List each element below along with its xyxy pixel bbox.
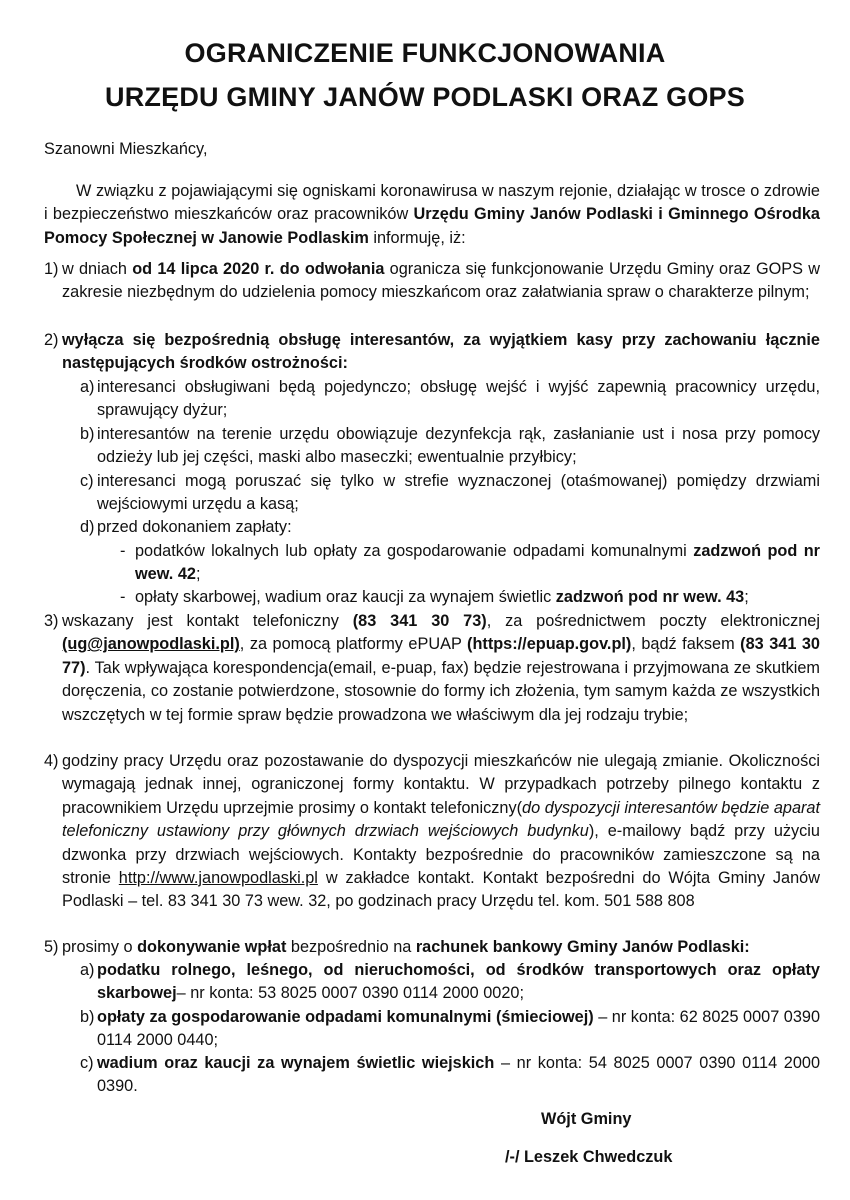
signature-role: Wójt Gminy: [541, 1110, 632, 1128]
point-5c-number: c): [80, 1054, 94, 1072]
point-5a-account: – nr konta: 53 8025 0007 0390 0114 2000 0020;: [176, 984, 524, 1003]
point-3: [62, 610, 820, 727]
intro-text-end: informuję, iż:: [368, 228, 466, 247]
point-4: [62, 750, 820, 914]
point-2-text: wyłącza się bezpośrednią obsługę interesantów, za wyjątkiem kasy przy zachowaniu łącznie następujących środków ostrożności:: [62, 331, 820, 373]
greeting: Szanowni Mieszkańcy,: [44, 140, 208, 158]
point-2b-text: interesantów na terenie urzędu obowiązuje dezynfekcja rąk, zasłanianie ust i nosa przy pomocy odzieży lub jej części, maski albo maseczki; ewentualnie przyłbicy;: [97, 425, 820, 467]
point-3-number: 3): [44, 612, 59, 630]
point-2: [62, 329, 820, 376]
dash-2-marker: -: [120, 588, 126, 606]
intro-text: W związku z pojawiającymi się ogniskami koronawirusa w naszym rejonie, działając w trosce o zdrowie i bezpieczeństwo mieszkańców oraz pracowników: [44, 182, 820, 224]
dash-1-marker: -: [120, 542, 126, 560]
email-address: [62, 635, 240, 653]
point-2c-number: c): [80, 472, 94, 490]
signature-name: /-/ Leszek Chwedczuk: [505, 1148, 673, 1166]
point-5: [62, 936, 820, 959]
point-2d-text: przed dokonaniem zapłaty:: [97, 518, 292, 536]
point-5-bold-1: dokonywanie wpłat: [137, 938, 287, 956]
document-title-line-2: URZĘDU GMINY JANÓW PODLASKI ORAZ GOPS: [105, 82, 745, 112]
dash-2: [135, 586, 820, 609]
point-3-text: wskazany jest kontakt telefoniczny: [62, 612, 353, 630]
point-1-number: 1): [44, 260, 59, 278]
point-5c: [97, 1052, 820, 1099]
dash-1-text: podatków lokalnych lub opłaty za gospodarowanie odpadami komunalnymi: [135, 542, 694, 560]
point-1-text-end: ogranicza się funkcjonowanie Urzędu Gminy oraz GOPS w zakresie niezbędnym do udzielenia pomocy mieszkańcom oraz załatwiania spraw o charakterze pilnym;: [62, 260, 820, 302]
dash-2-phone: zadzwoń pod nr wew. 43: [555, 588, 745, 606]
point-5b: [97, 1006, 820, 1053]
point-5-number: 5): [44, 938, 59, 956]
point-2d-number: d): [80, 518, 95, 536]
point-1-text: w dniach: [62, 260, 133, 278]
dash-2-end: ;: [744, 588, 749, 606]
fax-number: (83 341 30 77): [62, 635, 820, 677]
point-5c-account: – nr konta: 54 8025 0007 0390 0114 2000 0390.: [97, 1054, 821, 1096]
point-5-text: prosimy o: [62, 938, 138, 956]
point-4-number: 4): [44, 752, 59, 770]
dash-1-end: ;: [195, 565, 201, 584]
point-2a-number: a): [80, 378, 95, 396]
point-5c-bold: wadium oraz kaucji za wynajem świetlic wiejskich: [97, 1054, 495, 1072]
epuap-address: (https://epuap.gov.pl): [467, 635, 632, 654]
intro-institution: Urzędu Gminy Janów Podlaski i Gminnego Ośrodka Pomocy Społecznej w Janowie Podlaskim: [44, 205, 820, 247]
dash-1: [135, 540, 820, 587]
point-1-date: od 14 lipca 2020 r. do odwołania: [132, 260, 385, 278]
point-4-text: godziny pracy Urzędu oraz pozostawanie do dyspozycji mieszkańców nie ulegają zmianie. Okoliczności wymagają jednak innej, ograniczonej formy kontaktu. W przypadkach potrzeby pilnego kontaktu z pracownikiem Urzędu uprzejmie prosimy o kontakt telefoniczny(: [62, 752, 820, 817]
phone-number: (83 341 30 73): [352, 612, 487, 630]
point-2-number: 2): [44, 331, 59, 349]
intro-paragraph: [44, 180, 820, 250]
point-1: [62, 258, 820, 305]
point-3-text-2: , za pośrednictwem poczty elektronicznej: [486, 612, 820, 630]
point-3-text-4: , bądź faksem: [631, 635, 741, 654]
website-link[interactable]: http://www.janowpodlaski.pl: [118, 869, 318, 888]
point-5a-number: a): [80, 961, 95, 979]
point-5b-number: b): [80, 1008, 95, 1026]
point-4-text-2: ), e-mailowy bądź przy użyciu dzwonka przy drzwiach wejściowych. Kontakty bezpośrednie do pracowników zamieszczone są na stronie: [62, 822, 820, 888]
point-5a: [97, 959, 820, 1006]
document-title-line-1: OGRANICZENIE FUNKCJONOWANIA: [184, 38, 666, 68]
email-link[interactable]: (ug@janowpodlaski.pl): [62, 635, 240, 654]
point-5b-bold: opłaty za gospodarowanie odpadami komunalnymi (śmieciowej): [97, 1008, 594, 1026]
point-4-italic: do dyspozycji interesantów będzie aparat telefoniczny ustawiony przy głównych drzwiach wejściowych budynku: [62, 798, 820, 841]
point-2a-text: interesanci obsługiwani będą pojedynczo; obsługę wejść i wyjść zapewnią pracownicy urzędu, sprawujący dyżur;: [97, 378, 820, 420]
point-3-text-5: . Tak wpływająca korespondencja(email, e-puap, fax) będzie rejestrowana i przyjmowana ze skutkiem doręczenia, co zostanie potwierdzone, stosownie do formy ich złożenia, tym samym każda ze wszystkich wszczętych w tej formie spraw będzie prowadzona we właściwym dla jej rodzaju trybie;: [62, 658, 820, 724]
point-4-text-3: w zakładce kontakt. Kontakt bezpośredni do Wójta Gminy Janów Podlaski – tel. 83 341 30 73 wew. 32, po godzinach pracy Urzędu tel. kom. 501 588 808: [62, 869, 820, 911]
point-5-text-2: bezpośrednio na: [286, 938, 416, 956]
dash-2-text: opłaty skarbowej, wadium oraz kaucji za wynajem świetlic: [135, 588, 556, 606]
point-2c-text: interesanci mogą poruszać się tylko w strefie wyznaczonej (otaśmowanej) pomiędzy drzwiami wejściowymi urzędu a kasą;: [97, 472, 820, 514]
point-2b-number: b): [80, 425, 95, 443]
point-3-text-3: , za pomocą platformy ePUAP: [239, 635, 468, 654]
point-5-bold-2: rachunek bankowy Gminy Janów Podlaski:: [415, 938, 750, 956]
dash-1-phone: zadzwoń pod nr wew. 42: [135, 542, 820, 584]
point-5a-bold: podatku rolnego, leśnego, od nieruchomości, od środków transportowych oraz opłaty skarbowej: [97, 961, 820, 1003]
point-5b-account: – nr konta: 62 8025 0007 0390 0114 2000 0440;: [97, 1008, 821, 1050]
